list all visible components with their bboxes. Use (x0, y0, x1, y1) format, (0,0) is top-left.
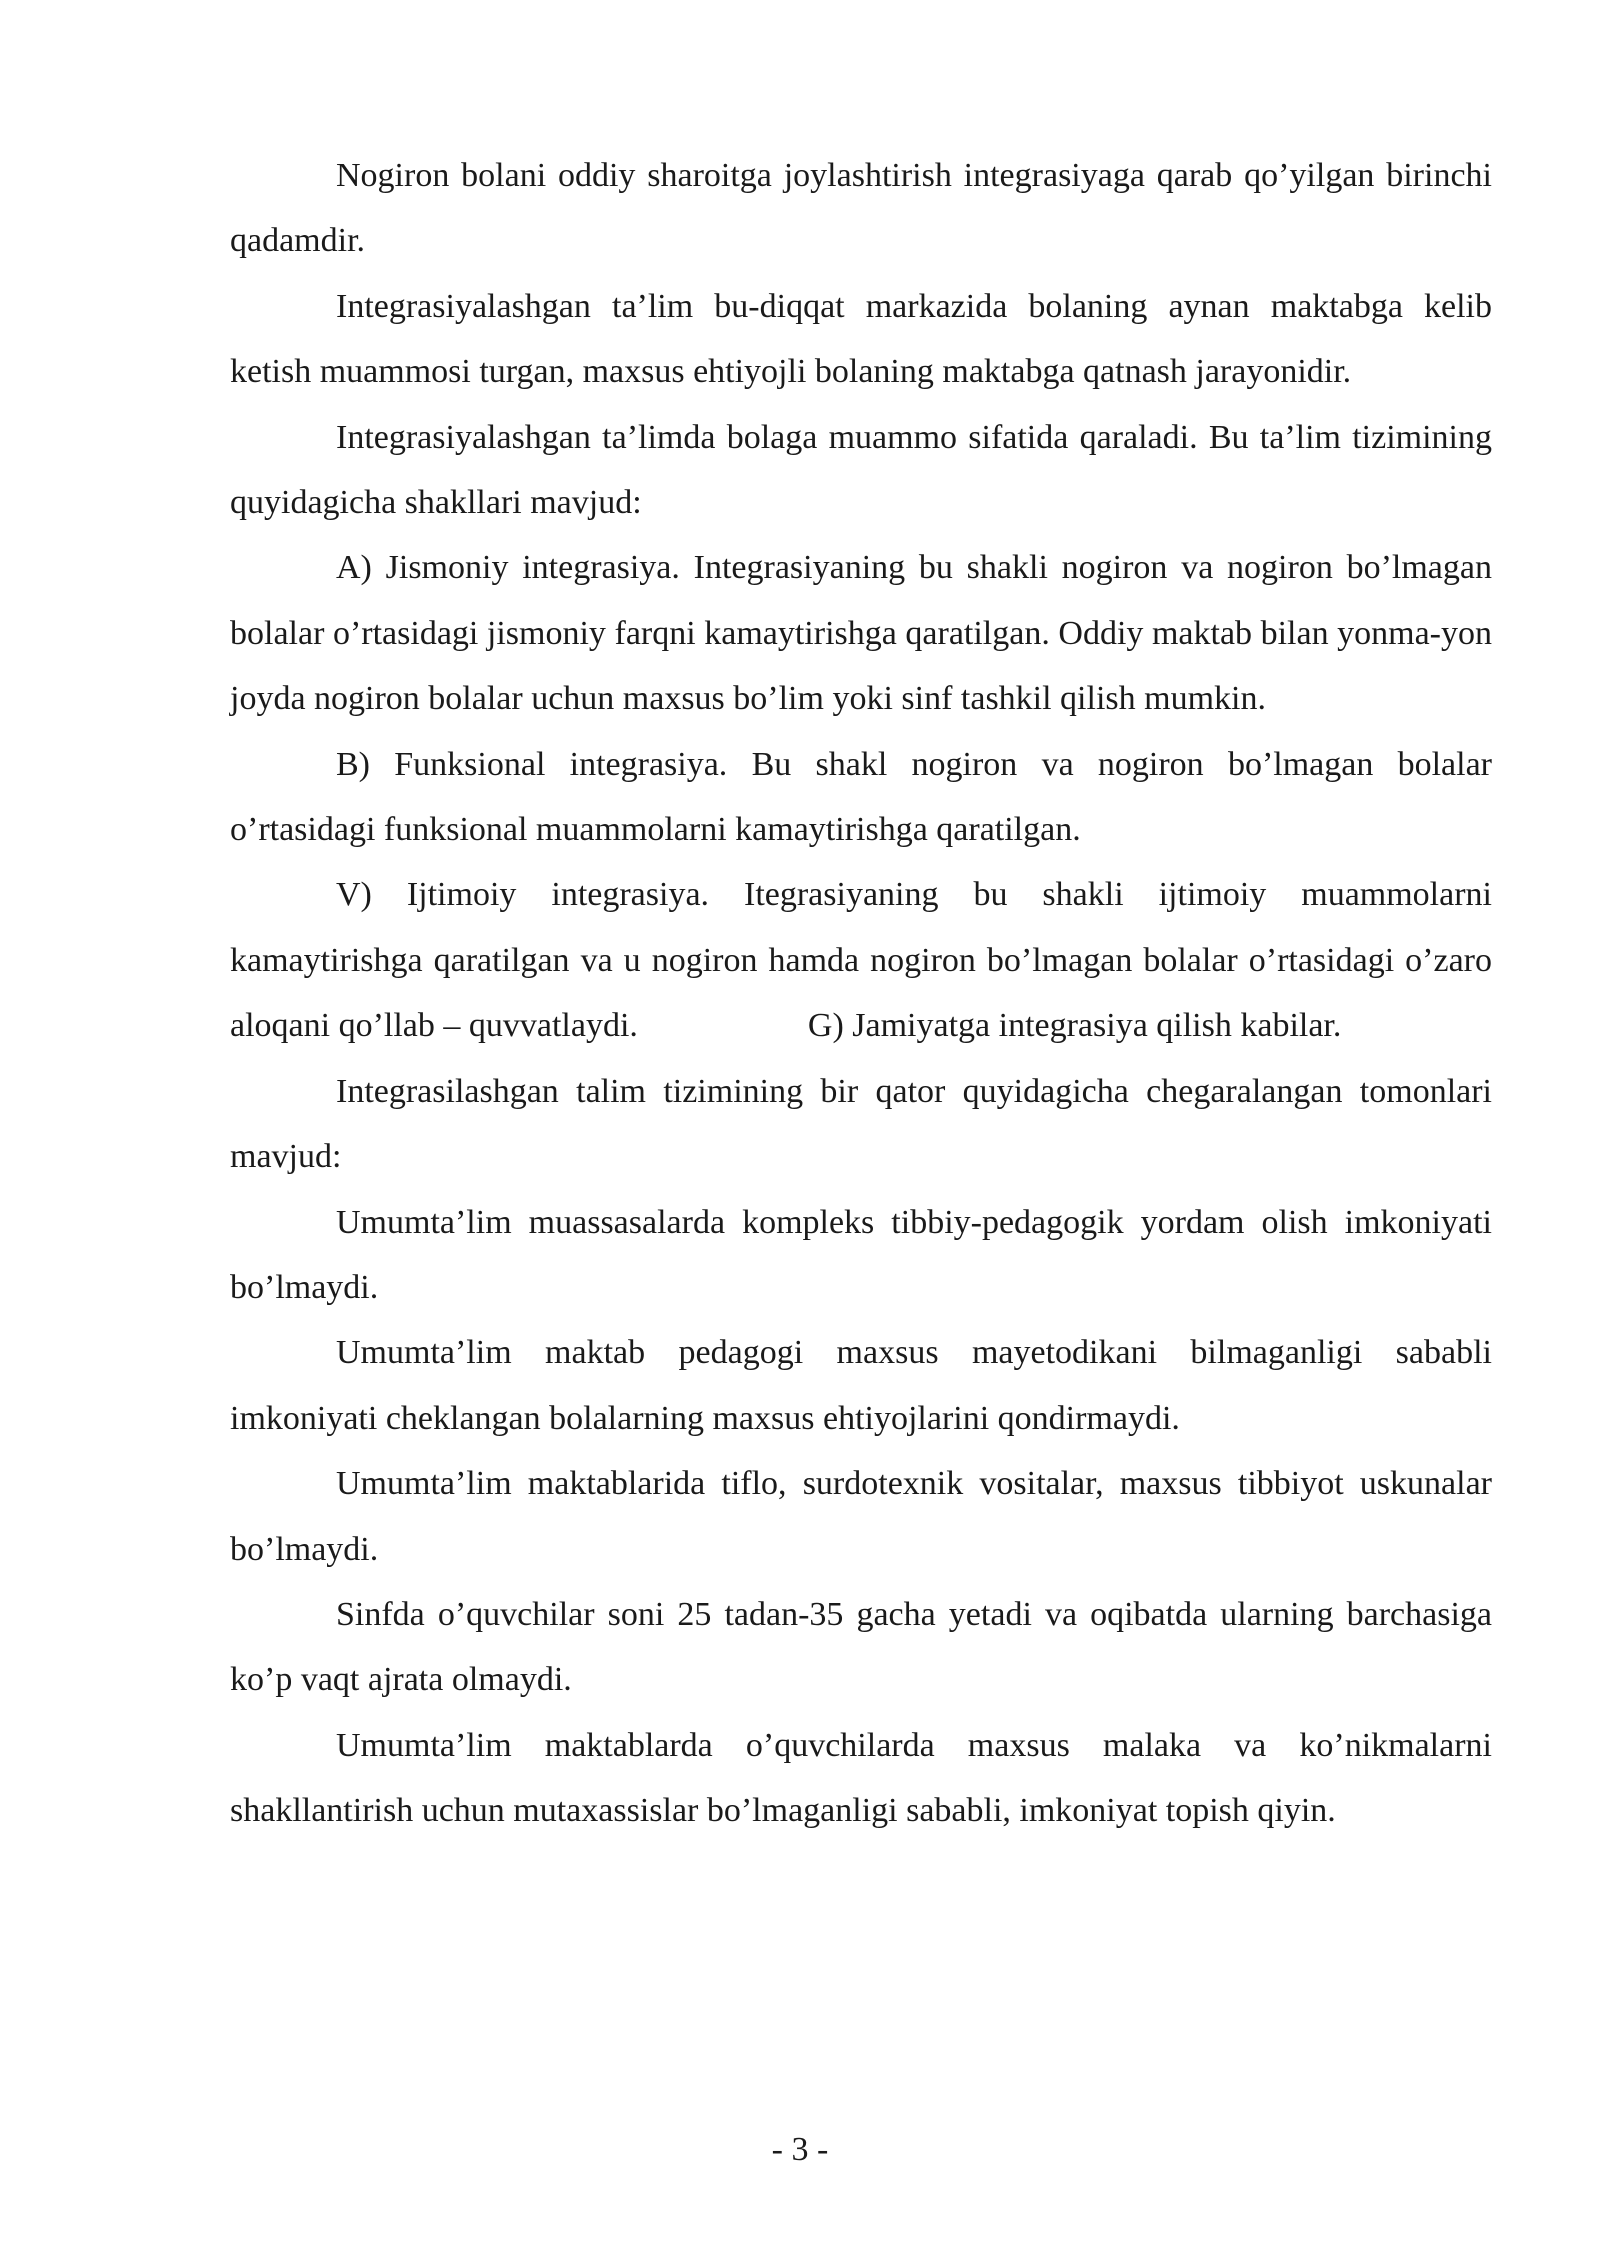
paragraph-10: Umumta’lim maktablarida tiflo, surdotexnik vositalar, maxsus tibbiyot uskunalar bo’lmaydi. (230, 1465, 1492, 1568)
paragraph-2: Integrasiyalashgan ta’lim bu-diqqat markazida bolaning aynan maktabga kelib ketish muammosi turgan, maxsus ehtiyojli bolaning maktabga qatnash jarayonidir. (230, 287, 1492, 391)
paragraph-7: Integrasilashgan talim tizimining bir qator quyidagicha chegaralangan tomonlari mavjud: (230, 1072, 1492, 1176)
paragraph-1: Nogiron bolani oddiy sharoitga joylashtirish integrasiyaga qarab qo’yilgan birinchi qadamdir. (230, 157, 1492, 260)
paragraph-8: Umumta’lim muassasalarda kompleks tibbiy-pedagogik yordam olish imkoniyati bo’lmaydi. (230, 1203, 1492, 1306)
paragraph-3: Integrasiyalashgan ta’limda bolaga muammo sifatida qaraladi. Bu ta’lim tizimining quyidagicha shakllari mavjud: (230, 418, 1492, 522)
paragraph-4: A) Jismoniy integrasiya. Integrasiyaning bu shakli nogiron va nogiron bo’lmagan bolalar o’rtasidagi jismoniy farqni kamaytirishga qaratilgan. Oddiy maktab bilan yonma-yon joyda nogiron bolalar uchun maxsus bo’lim yoki sinf tashkil qilish mumkin. (230, 549, 1492, 718)
paragraph-12: Umumta’lim maktablarda o’quvchilarda maxsus malaka va ko’nikmalarni shakllantirish uchun mutaxassislar bo’lmaganligi sababli, imkoniyat topish qiyin. (230, 1726, 1492, 1830)
page-number: - 3 - (771, 2131, 829, 2168)
paragraph-6: V) Ijtimoiy integrasiya. Itegrasiyaning bu shakli ijtimoiy muammolarni kamaytirishga qaratilgan va u nogiron hamda nogiron bo’lmagan bolalar o’rtasidagi o’zaro aloqani qo’llab – quvvatlaydi. G) Jamiyatga integrasiya qilish kabilar. (230, 876, 1501, 1045)
paragraph-5: B) Funksional integrasiya. Bu shakl nogiron va nogiron bo’lmagan bolalar o’rtasidagi funksional muammolarni kamaytirishga qaratilgan. (230, 745, 1492, 849)
paragraph-9: Umumta’lim maktab pedagogi maxsus mayetodikani bilmaganligi sababli imkoniyati cheklangan bolalarning maxsus ehtiyojlarini qondirmaydi. (230, 1334, 1492, 1437)
paragraph-11: Sinfda o’quvchilar soni 25 tadan-35 gacha yetadi va oqibatda ularning barchasiga ko’p vaqt ajrata olmaydi. (230, 1595, 1492, 1699)
page-body (230, 143, 1501, 1844)
